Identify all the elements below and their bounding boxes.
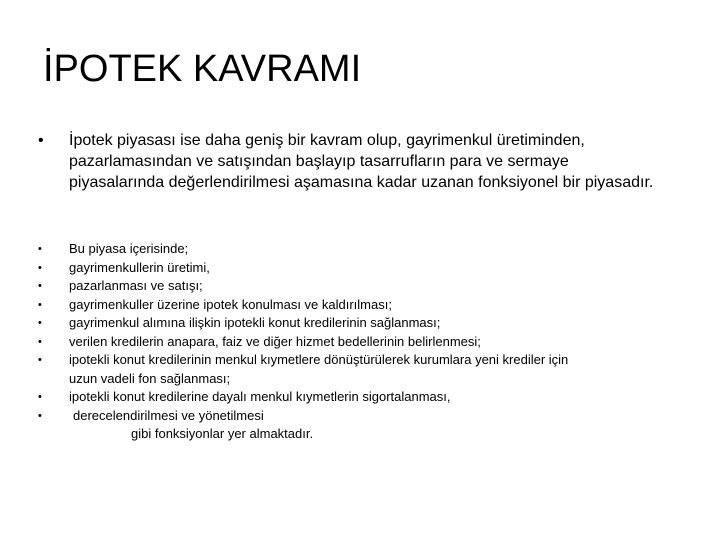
list-item (38, 296, 678, 315)
intro-paragraph (38, 130, 668, 193)
main-bullet-list (38, 130, 668, 193)
bullet-icon: • (38, 261, 42, 274)
list-item-text: derecelendirilmesi ve yönetilmesi (73, 407, 264, 423)
list-item-continuation (38, 425, 678, 444)
bullet-icon: • (38, 280, 42, 292)
bullet-icon: • (38, 391, 42, 403)
list-item (38, 314, 678, 333)
list-item (38, 277, 678, 296)
list-item-text: gayrimenkullerin üretimi, (69, 259, 210, 275)
intro-text: İpotek piyasası ise daha geniş bir kavram olup, gayrimenkul üretiminden, pazarlamasından ve satışından başlayıp tasarrufların para ve sermaye piyasalarında değerlendirilmesi aşamasına kadar uzanan fonksiyonel bir piyasadır. (69, 132, 654, 191)
list-item (38, 407, 678, 426)
bullet-icon: • (38, 335, 42, 348)
list-item-text: ipotekli konut kredilerine dayalı menkul kıymetlerin sigortalanması, (69, 389, 451, 404)
list-item-text: ipotekli konut kredilerinin menkul kıymetlere dönüştürülerek kurumlara yeni krediler için (69, 352, 569, 367)
list-item (38, 240, 678, 259)
list-item-text: gayrimenkuller üzerine ipotek konulması ve kaldırılması; (69, 296, 392, 312)
list-item-text: verilen kredilerin anapara, faiz ve diğer hizmet bedellerinin belirlenmesi; (69, 333, 481, 349)
bullet-icon: • (38, 409, 42, 422)
list-item (38, 333, 678, 352)
list-item-text: uzun vadeli fon sağlanması; (69, 370, 231, 386)
bullet-icon: • (38, 132, 44, 149)
bullet-icon: • (38, 317, 42, 329)
list-item-text: gibi fonksiyonlar yer almaktadır. (131, 426, 314, 441)
bullet-icon: • (38, 243, 42, 255)
bullet-icon: • (38, 298, 42, 311)
slide-title: İPOTEK KAVRAMI (43, 48, 362, 90)
list-item-continuation (38, 370, 678, 389)
list-item-text: gayrimenkul alımına ilişkin ipotekli konut kredilerinin sağlanması; (69, 315, 441, 330)
list-item-text: pazarlanması ve satışı; (69, 278, 203, 293)
list-item-text: Bu piyasa içerisinde; (69, 241, 189, 256)
list-item (38, 259, 678, 278)
list-item (38, 351, 678, 370)
list-item (38, 388, 678, 407)
bullet-icon: • (38, 354, 42, 366)
function-list (38, 240, 678, 444)
